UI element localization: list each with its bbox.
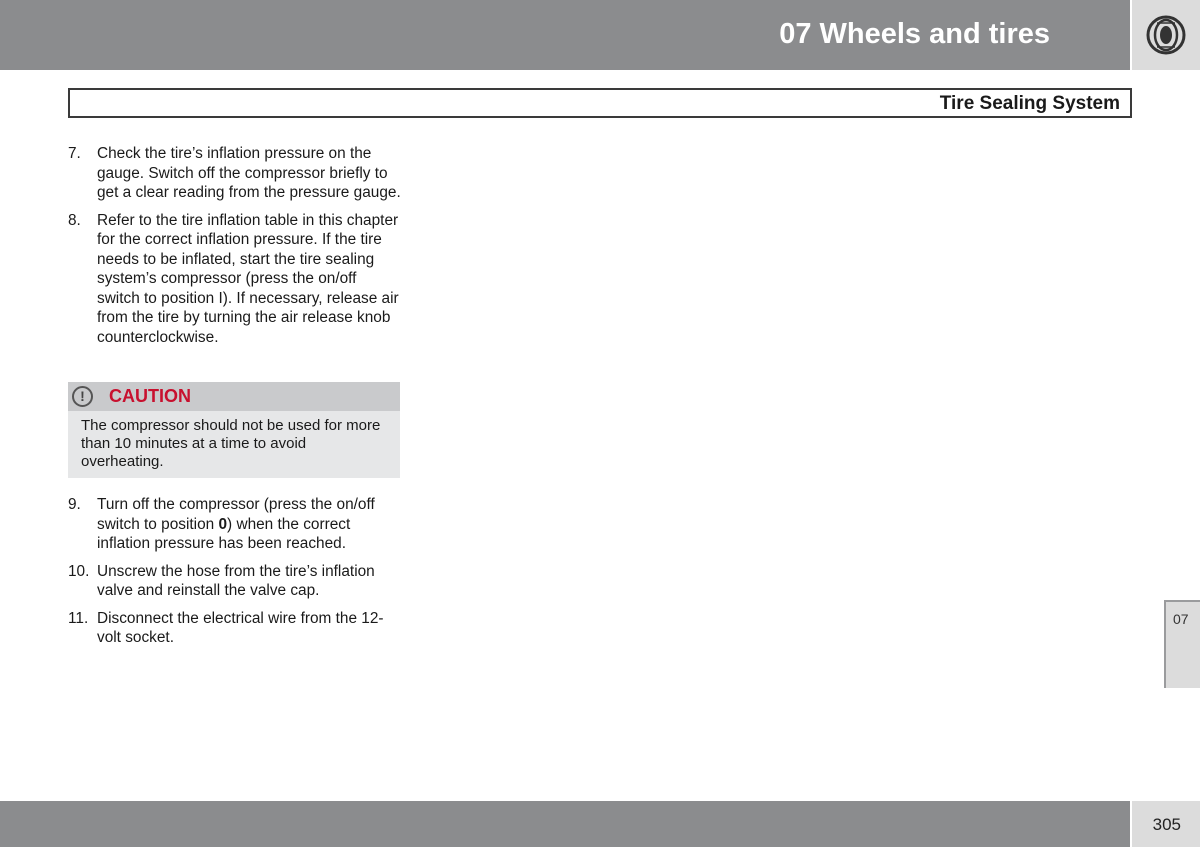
step-text: Check the tire’s inflation pressure on the gauge. Switch off the compressor briefly to get a clear reading from the pressure gauge.: [97, 145, 401, 201]
header-bar: [0, 0, 1130, 70]
list-item: [68, 609, 402, 648]
step-text-part: ) when the correct inflation pressure has been reached.: [97, 515, 351, 552]
list-item: [68, 144, 402, 203]
step-number: 7.: [68, 145, 81, 162]
caution-text: The compressor should not be used for more than 10 minutes at a time to avoid overheating.: [81, 417, 381, 470]
step-text: Unscrew the hose from the tire’s inflation valve and reinstall the valve cap.: [97, 562, 375, 599]
caution-box: [68, 382, 400, 478]
caution-title: CAUTION: [109, 386, 191, 406]
page-number-box: [1132, 801, 1200, 847]
list-item: [68, 211, 402, 348]
wheel-icon: [1145, 14, 1187, 56]
step-text-bold: 0: [218, 515, 228, 533]
side-tab-label: 07: [1173, 611, 1189, 627]
list-item: [68, 495, 402, 554]
caution-header: [68, 382, 400, 411]
section-header: [68, 88, 1132, 118]
step-list-lower: [68, 495, 402, 656]
step-text-part: Turn off the compressor (press the on/off switch to position: [97, 496, 375, 533]
step-list-upper: [68, 144, 402, 355]
section-title: Tire Sealing System: [939, 93, 1120, 114]
side-tab-inner: [1166, 602, 1200, 688]
chapter-side-tab: [1164, 600, 1200, 688]
chapter-icon-box: [1132, 0, 1200, 70]
step-number: 10.: [68, 562, 90, 580]
footer-bar: [0, 801, 1130, 847]
step-text: Refer to the tire inflation table in this chapter for the correct inflation pressure. If the tire needs to be inflated, start the tire sealing system’s compressor (press the on/off switch to position I). If necessary, release air from the tire by turning the air release knob counterclockwise.: [97, 211, 399, 346]
step-text: Disconnect the electrical wire from the 12-volt socket.: [97, 609, 384, 646]
step-number: 8.: [68, 211, 81, 229]
step-number: 11.: [68, 609, 89, 627]
chapter-title: 07 Wheels and tires: [779, 18, 1050, 50]
step-text: [97, 495, 402, 554]
exclamation-icon: !: [72, 386, 93, 407]
list-item: [68, 562, 402, 601]
step-number: 9.: [68, 496, 81, 513]
page-number: 305: [1152, 815, 1181, 834]
